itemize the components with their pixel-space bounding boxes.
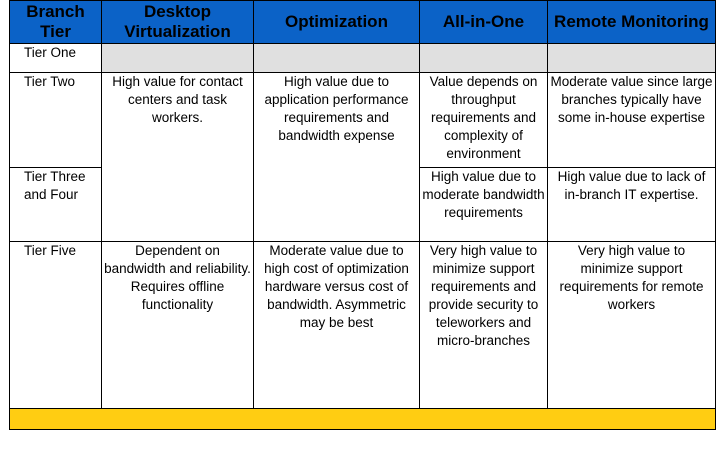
table-cell: Very high value to minimize support requirements and provide security to teleworkers and micro-branches (420, 242, 548, 409)
table-row (10, 242, 716, 409)
header-all-in-one: All-in-One (420, 1, 548, 44)
table-cell: Moderate value due to high cost of optimization hardware versus cost of bandwidth. Asymmetric may be best (254, 242, 420, 409)
header-desktop-virtualization: Desktop Virtualization (102, 1, 254, 44)
empty-cell (548, 44, 716, 73)
header-branch-tier: Branch Tier (10, 1, 102, 44)
tier-label: Tier One (10, 44, 102, 73)
footer-bar (10, 409, 716, 430)
footer-bar-cell (10, 409, 716, 430)
tier-label: Tier Five (10, 242, 102, 409)
branch-tier-table (9, 0, 716, 430)
table-cell: High value for contact centers and task workers. (102, 73, 254, 242)
table-row (10, 73, 716, 168)
table-cell: High value due to lack of in-branch IT expertise. (548, 168, 716, 242)
empty-cell (102, 44, 254, 73)
empty-cell (254, 44, 420, 73)
table-cell: Dependent on bandwidth and reliability. Requires offline functionality (102, 242, 254, 409)
table-cell: High value due to application performance requirements and bandwidth expense (254, 73, 420, 242)
header-remote-monitoring: Remote Monitoring (548, 1, 716, 44)
tier-label: Tier Two (10, 73, 102, 168)
table-cell: Very high value to minimize support requirements for remote workers (548, 242, 716, 409)
table-cell: High value due to moderate bandwidth requirements (420, 168, 548, 242)
tier-label: Tier Three and Four (10, 168, 102, 242)
empty-cell (420, 44, 548, 73)
table-row (10, 44, 716, 73)
header-optimization: Optimization (254, 1, 420, 44)
table-cell: Moderate value since large branches typically have some in-house expertise (548, 73, 716, 168)
table-cell: Value depends on throughput requirements and complexity of environment (420, 73, 548, 168)
header-row (10, 1, 716, 44)
